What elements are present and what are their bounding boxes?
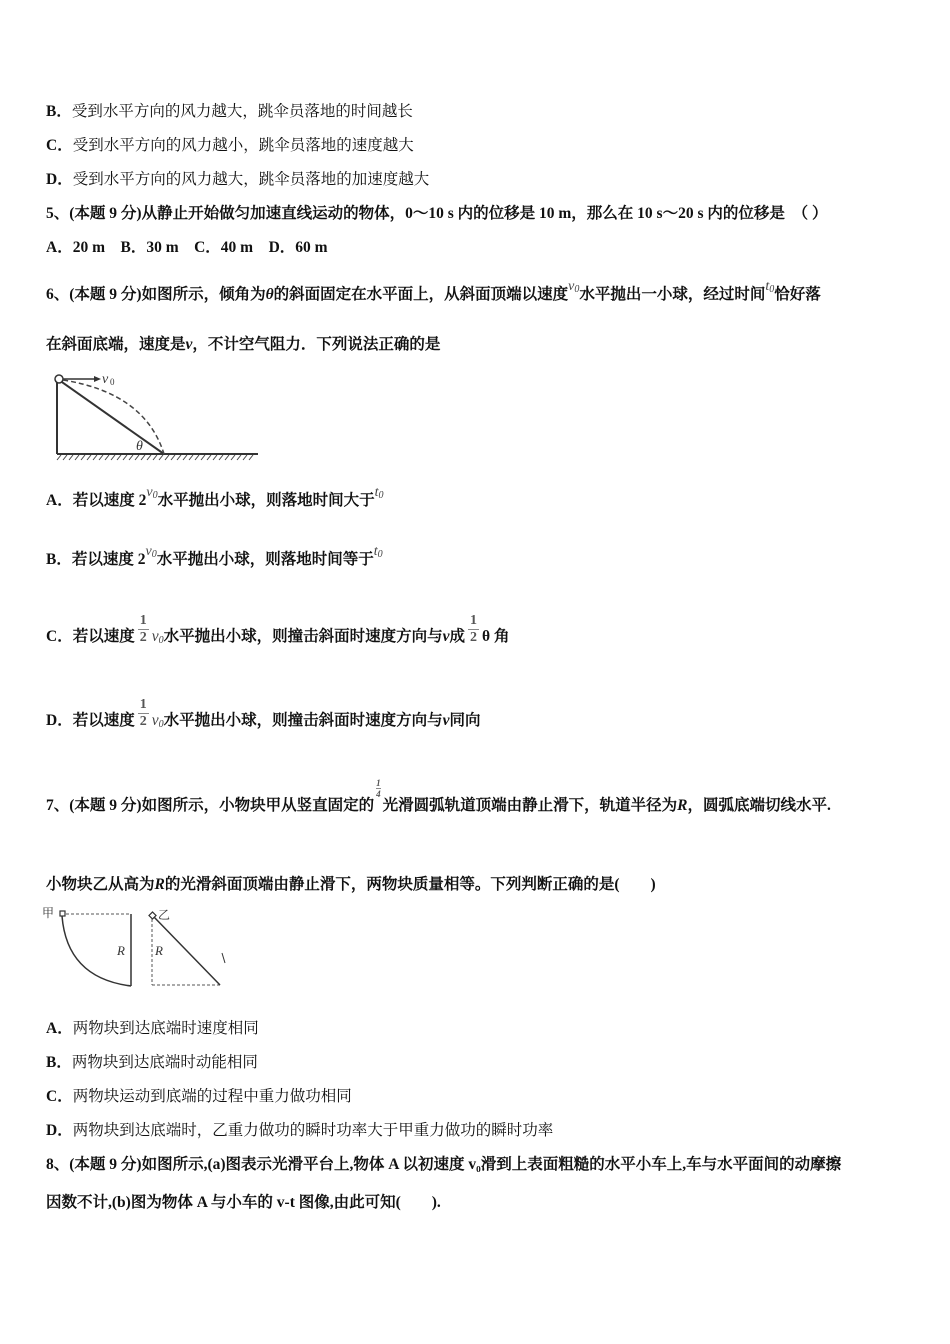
option-text: 成 xyxy=(449,628,466,646)
v0-symbol: v0 xyxy=(146,485,158,501)
option-label: A． xyxy=(46,492,73,509)
question-text: 水平抛出一小球，经过时间 xyxy=(579,286,766,303)
option-text: 同向 xyxy=(449,712,481,730)
option-text: 水平抛出小球，则撞击斜面时速度方向与 xyxy=(163,628,443,646)
question-text: ，不计空气阻力．下列说法正确的是 xyxy=(192,336,441,353)
question-score: (本题 9 分) xyxy=(69,797,142,815)
q6-option-c xyxy=(46,613,510,654)
q7-stem-line2 xyxy=(46,875,656,895)
question-text: 因数不计,(b)图为物体 A 与小车的 v-t 图像,由此可知( ). xyxy=(46,1194,441,1211)
option-text: 两物块到达底端时动能相同 xyxy=(71,1054,258,1071)
t0-symbol: t0 xyxy=(374,485,384,501)
fraction-half: $\frac{1}{2}$ xyxy=(470,613,478,645)
v0-symbol: v0 xyxy=(151,712,164,731)
option-label: D． xyxy=(46,712,73,730)
v0-symbol: v0 xyxy=(145,544,157,560)
question-text: 在斜面底端，速度是 xyxy=(46,336,186,353)
svg-text:R: R xyxy=(117,943,125,958)
q7-option-a xyxy=(46,1019,259,1039)
theta-label: θ xyxy=(136,439,143,454)
question-text: 恰好落 xyxy=(774,286,821,303)
fraction-half: $\frac{1}{2}$ xyxy=(139,613,147,645)
question-text: 小物块乙从高为 xyxy=(46,876,155,893)
option-text: 水平抛出小球，则落地时间大于 xyxy=(157,492,375,509)
question-text: 的光滑斜面顶端由静止滑下，两物块质量相等。下列判断正确的是( ) xyxy=(164,876,656,893)
option-label: C． xyxy=(46,628,73,646)
q8-stem-line2 xyxy=(46,1193,441,1213)
option-label: B． xyxy=(46,1054,72,1071)
question-score: (本题 9 分) xyxy=(69,286,142,303)
option-text: 若以速度 2 xyxy=(71,551,146,568)
option-label: D． xyxy=(46,171,73,188)
option-text: 受到水平方向的风力越小，跳伞员落地的速度越大 xyxy=(72,137,414,154)
v-symbol: v xyxy=(185,336,193,353)
option-label: D． xyxy=(46,1122,73,1139)
t0-symbol: t0 xyxy=(765,279,775,295)
q6-option-b xyxy=(46,544,383,572)
question-text: ，圆弧底端切线水平. xyxy=(687,797,831,815)
option-label: C． xyxy=(46,137,73,154)
q7-track-figure xyxy=(42,903,237,993)
r-symbol: R xyxy=(154,876,165,893)
q6-stem-line2 xyxy=(46,335,440,355)
option-text: 受到水平方向的风力越大，跳伞员落地的加速度越大 xyxy=(72,171,430,188)
question-text: 如图所示，倾角为 xyxy=(141,286,266,303)
q7-option-c xyxy=(46,1087,352,1107)
question-text: 如图所示，小物块甲从竖直固定的 xyxy=(141,797,375,815)
question-score: (本题 9 分) xyxy=(69,1156,142,1173)
v0-symbol: v0 xyxy=(568,279,580,295)
fraction-half: $\frac{1}{2}$ xyxy=(139,697,147,729)
question-score: (本题 9 分) xyxy=(69,205,142,222)
q6-incline-figure xyxy=(50,368,265,463)
option-label: B． xyxy=(46,103,72,120)
option-label: A． xyxy=(46,1020,73,1037)
option-text: 两物块到达底端时，乙重力做功的瞬时功率大于甲重力做功的瞬时功率 xyxy=(72,1122,554,1139)
option-text: 水平抛出小球，则落地时间等于 xyxy=(156,551,374,568)
q7-option-d xyxy=(46,1121,553,1141)
option-text: 若以速度 xyxy=(72,628,135,646)
option-text: 若以速度 xyxy=(72,712,135,730)
question-number: 8、 xyxy=(46,1156,70,1173)
svg-text:0: 0 xyxy=(110,377,115,387)
q7-option-b xyxy=(46,1053,258,1073)
q6-option-a xyxy=(46,485,384,513)
option-text: 两物块到达底端时速度相同 xyxy=(72,1020,259,1037)
theta-symbol: θ xyxy=(265,286,274,303)
jia-label: 甲 xyxy=(42,906,55,920)
question-text: 的斜面固定在水平面上，从斜面顶端以速度 xyxy=(273,286,569,303)
q4-option-c xyxy=(46,136,414,156)
svg-text:R: R xyxy=(155,943,163,958)
option-text: 水平抛出小球，则撞击斜面时速度方向与 xyxy=(163,712,443,730)
t0-symbol: t0 xyxy=(373,544,383,560)
q5-stem xyxy=(46,204,827,224)
q6-option-d xyxy=(46,697,481,738)
question-text: 如图所示,(a)图表示光滑平台上,物体 A 以初速度 v₀滑到上表面粗糙的水平小车上,车与水平面间的动摩擦 xyxy=(141,1156,842,1173)
options-text: A．20 m B．30 m C．40 m D．60 m xyxy=(46,239,328,256)
v-symbol: v xyxy=(442,712,450,730)
question-number: 6、 xyxy=(46,286,70,303)
v0-symbol: v0 xyxy=(151,628,164,647)
q7-stem-line1 xyxy=(46,778,831,817)
option-text: θ 角 xyxy=(482,628,510,646)
question-text: 光滑圆弧轨道顶端由静止滑下，轨道半径为 xyxy=(382,797,678,815)
question-text: 从静止开始做匀加速直线运动的物体，0～10 s 内的位移是 10 m，那么在 10 s～20 s 内的位移是 （ ） xyxy=(141,205,828,222)
q5-options xyxy=(46,238,328,258)
question-number: 7、 xyxy=(46,797,70,815)
option-label: B． xyxy=(46,551,72,568)
yi-label: 乙 xyxy=(158,908,171,922)
option-text: 两物块运动到底端的过程中重力做功相同 xyxy=(72,1088,352,1105)
fraction-quarter: $\frac{1}{4}$ xyxy=(376,778,381,799)
question-number: 5、 xyxy=(46,205,70,222)
q6-stem-line1 xyxy=(46,279,821,307)
q8-stem-line1 xyxy=(46,1155,841,1175)
option-text: 若以速度 2 xyxy=(72,492,147,509)
option-text: 受到水平方向的风力越大，跳伞员落地的时间越长 xyxy=(71,103,413,120)
v0-label: v xyxy=(102,372,109,387)
q4-option-d xyxy=(46,170,429,190)
option-label: C． xyxy=(46,1088,73,1105)
v-symbol: v xyxy=(442,628,450,646)
q4-option-b xyxy=(46,102,413,122)
r-symbol: R xyxy=(677,797,688,815)
